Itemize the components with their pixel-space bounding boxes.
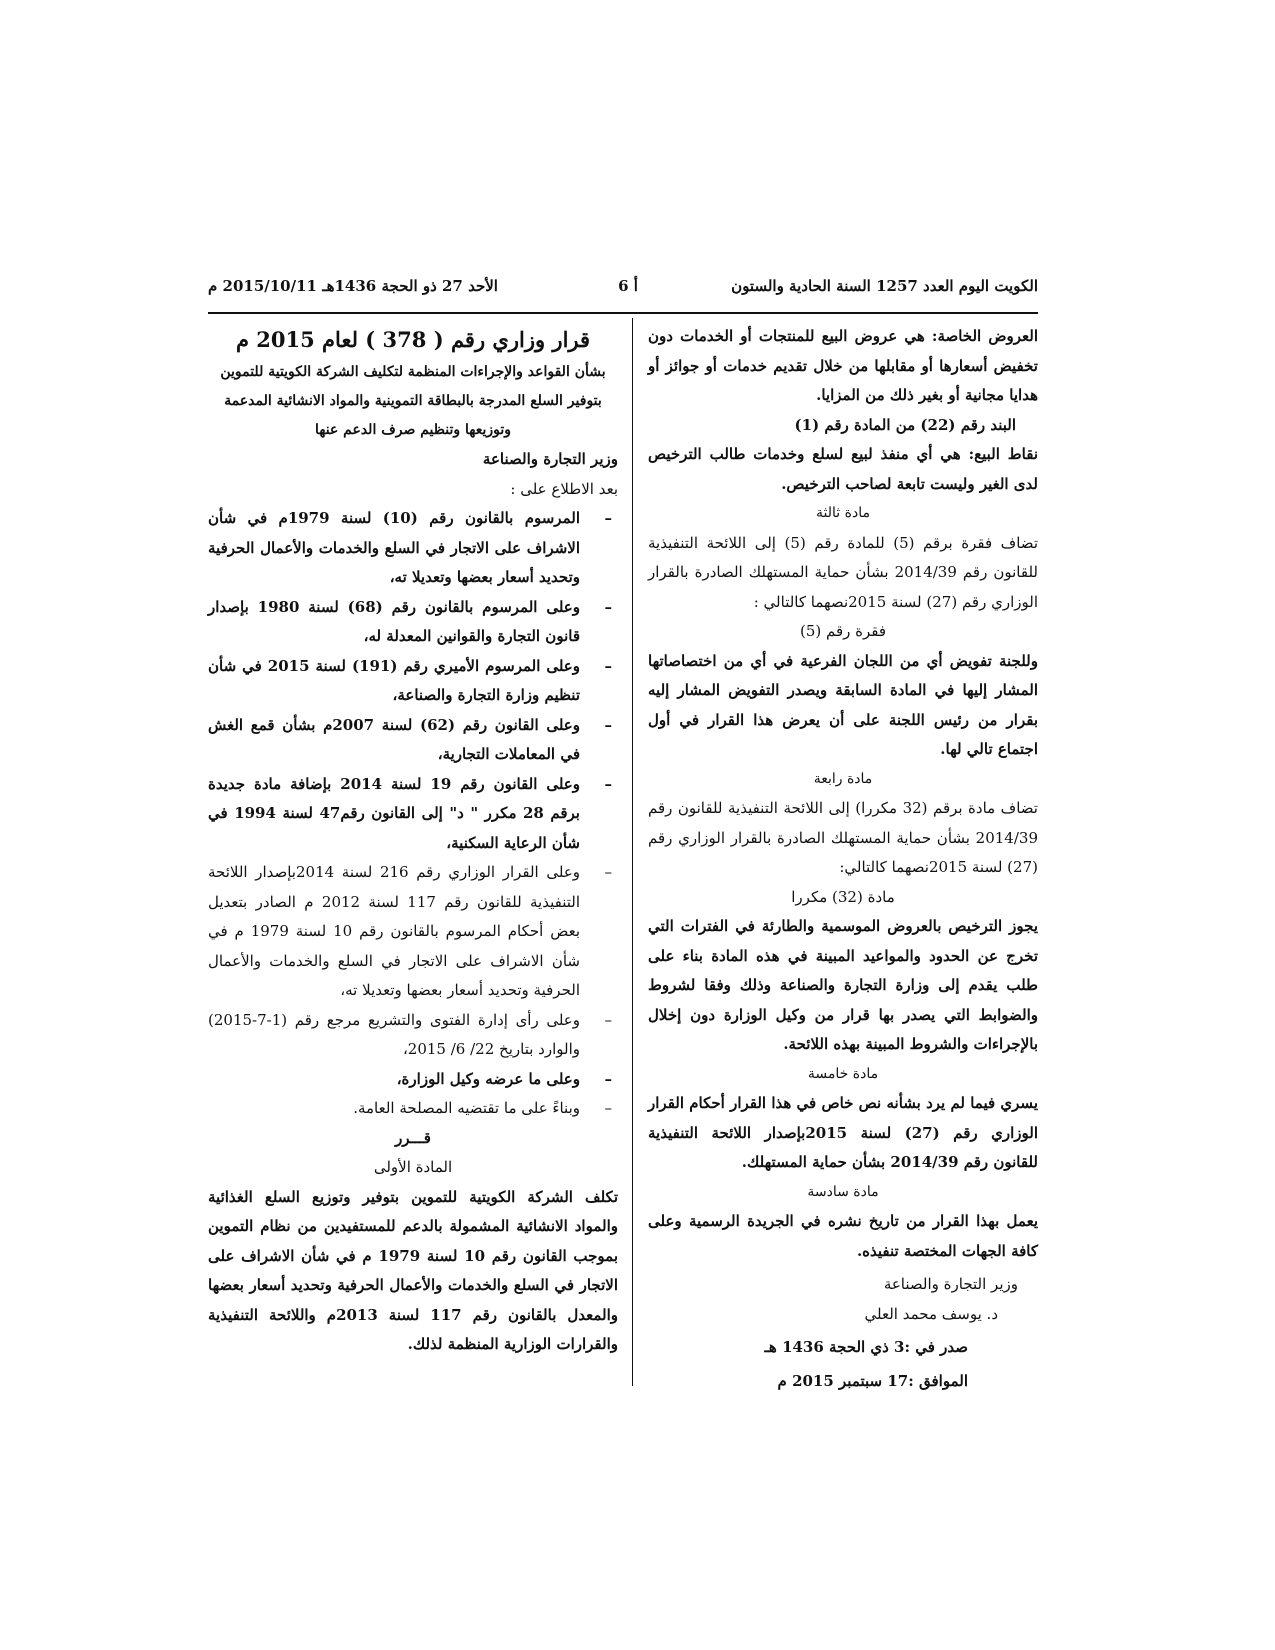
signatory-name: د. يوسف محمد العلي <box>864 1304 998 1323</box>
article-fourth-text: تضاف مادة برقم (32 مكررا) إلى اللائحة التنفيذية للقانون رقم 2014/39 بشأن حماية المستهلك الصادرة بالقرار الوزاري رقم (27) لسنة 2015نصهما كالتالي: <box>648 799 1038 876</box>
paragraph-5-text: وللجنة تفويض أي من اللجان الفرعية في أي من اختصاصاتها المشار إليها في المادة السابقة ويصدر التفويض المشار إليه بقرار من رئيس اللجنة على أن يعرض هذا القرار في أول اجتماع تالي لها. <box>648 651 1038 758</box>
article-fifth-heading: مادة خامسة <box>807 1065 879 1082</box>
article-first-text: تكلف الشركة الكويتية للتموين بتوفير وتوزيع السلع الغذائية والمواد الانشائية المشمولة بالدعم للمستفيدين من نظام التموين بموجب القانون رقم 10 لسنة 1979 م في شأن الاشراف على الاتجار في السلع والخدمات والأعمال الحرفية وتحديد أسعار بعضها والمعدل بالقانون رقم 117 لسنة 2013م واللائحة التنفيذية والقرارات الوزارية المنظمة لذلك. <box>208 1187 619 1353</box>
list-item: – وعلى المرسوم بالقانون رقم (68) لسنة 1980 بإصدار قانون التجارة والقوانين المعدلة له، <box>208 593 618 652</box>
signatory-title: وزير التجارة والصناعة <box>883 1275 1018 1293</box>
article-sixth-heading: مادة سادسة <box>807 1183 879 1200</box>
gazette-issue-info: الكويت اليوم العدد 1257 السنة الحادية والستون <box>731 277 1038 295</box>
decided-heading: قـــرر <box>395 1128 431 1147</box>
decision-subject: بشأن القواعد والإجراءات المنظمة لتكليف الشركة الكويتية للتموين بتوفير السلع المدرجة بالبطاقة التموينية والمواد الانشائية المدعمة وتوزيعها وتنظيم صرف الدعم عنها <box>220 364 606 438</box>
list-item: – وبناءً على ما تقتضيه المصلحة العامة. <box>208 1094 618 1124</box>
article-fourth-heading: مادة رابعة <box>813 770 873 787</box>
page-number: أ 6 <box>618 277 638 295</box>
special-offers-definition: العروض الخاصة: هي عروض البيع للمنتجات أو الخدمات دون تخفيض أسعارها أو مقابلها من خلال تقديم خدمات أو جوائز أو هدايا مجانية أو بغير ذلك من المزايا. <box>648 327 1038 404</box>
after-review-label: بعد الاطلاع على : <box>510 479 618 498</box>
article-32-bis-heading: مادة (32) مكررا <box>791 887 895 906</box>
list-item: – وعلى رأى إدارة الفتوى والتشريع مرجع رقم (1-7-2015) والوارد بتاريخ 22/ 6/ 2015، <box>208 1006 618 1065</box>
issue-date-gregorian: الموافق :17 سبتمبر 2015 م <box>777 1371 968 1390</box>
header-rule <box>208 312 1038 314</box>
left-column <box>208 322 618 1360</box>
list-item: – وعلى القانون رقم (62) لسنة 2007م بشأن قمع الغش في المعاملات التجارية، <box>208 711 618 770</box>
issue-date-hijri: صدر في :3 ذي الحجة 1436 هـ <box>764 1338 968 1356</box>
article-third-text: تضاف فقرة برقم (5) للمادة رقم (5) إلى اللائحة التنفيذية للقانون رقم 2014/39 بشأن حماية المستهلك الصادرة بالقرار الوزاري رقم (27) لسنة 2015نصهما كالتالي : <box>648 533 1038 611</box>
list-item: – المرسوم بالقانون رقم (10) لسنة 1979م في شأن الاشراف على الاتجار في السلع والخدمات والأعمال الحرفية وتحديد أسعار بعضها وتعديلا ته، <box>208 504 618 593</box>
article-fifth-text: يسري فيما لم يرد بشأنه نص خاص في هذا القرار أحكام القرار الوزاري رقم (27) لسنة 2015بإصدار اللائحة التنفيذية للقانون رقم 2014/39 بشأن حماية المستهلك. <box>648 1094 1038 1171</box>
article-third-heading: مادة ثالثة <box>816 505 870 521</box>
list-item: – وعلى القرار الوزاري رقم 216 لسنة 2014بإصدار اللائحة التنفيذية للقانون رقم 117 لسنة 2012 م الصادر بتعديل بعض أحكام المرسوم بالقانون رقم 10 لسنة 1979 م في شأن الاشراف على الاتجار في السلع والخدمات والأعمال الحرفية وتحديد أسعار بعضها وتعديلا ته، <box>208 858 618 1006</box>
article-sixth-text: يعمل بهذا القرار من تاريخ نشره في الجريدة الرسمية وعلى كافة الجهات المختصة تنفيذه. <box>648 1212 1038 1260</box>
list-item: – وعلى القانون رقم 19 لسنة 2014 بإضافة مادة جديدة برقم 28 مكرر " د" إلى القانون رقم47 لسنة 1994 في شأن الرعاية السكنية، <box>208 770 618 859</box>
minister-title: وزير التجارة والصناعة <box>482 450 618 468</box>
paragraph-5-heading: فقرة رقم (5) <box>799 622 887 640</box>
clause-reference: البند رقم (22) من المادة رقم (1) <box>794 415 1016 434</box>
list-item: – وعلى المرسوم الأميري رقم (191) لسنة 2015 في شأن تنظيم وزارة التجارة والصناعة، <box>208 652 618 711</box>
decision-title: قرار وزاري رقم ( 378 ) لعام 2015 م <box>235 327 591 352</box>
issue-date: الأحد 27 ذو الحجة 1436هـ 2015/10/11 م <box>208 277 498 295</box>
article-32-bis-text: يجوز الترخيص بالعروض الموسمية والطارئة في الفترات التي تخرج عن الحدود والمواعيد المبينة في هذه المادة بناء على طلب يقدم إلى وزارة التجارة والصناعة وذلك وفقا لشروط والضوابط التي يصدر بها قرار من وكيل الوزارة دون إخلال بالإجراءات والشروط المبينة بهذه اللائحة. <box>648 917 1038 1053</box>
preamble-list <box>208 504 618 1124</box>
points-of-sale-definition: نقاط البيع: هي أي منفذ لبيع لسلع وخدمات طالب الترخيص لدى الغير وليست تابعة لصاحب الترخيص. <box>648 445 1038 493</box>
column-divider <box>632 318 633 1386</box>
page-header <box>208 277 1038 307</box>
list-item: – وعلى ما عرضه وكيل الوزارة، <box>208 1065 618 1095</box>
article-first-heading: المادة الأولى <box>373 1158 453 1176</box>
right-column <box>648 322 1038 1396</box>
